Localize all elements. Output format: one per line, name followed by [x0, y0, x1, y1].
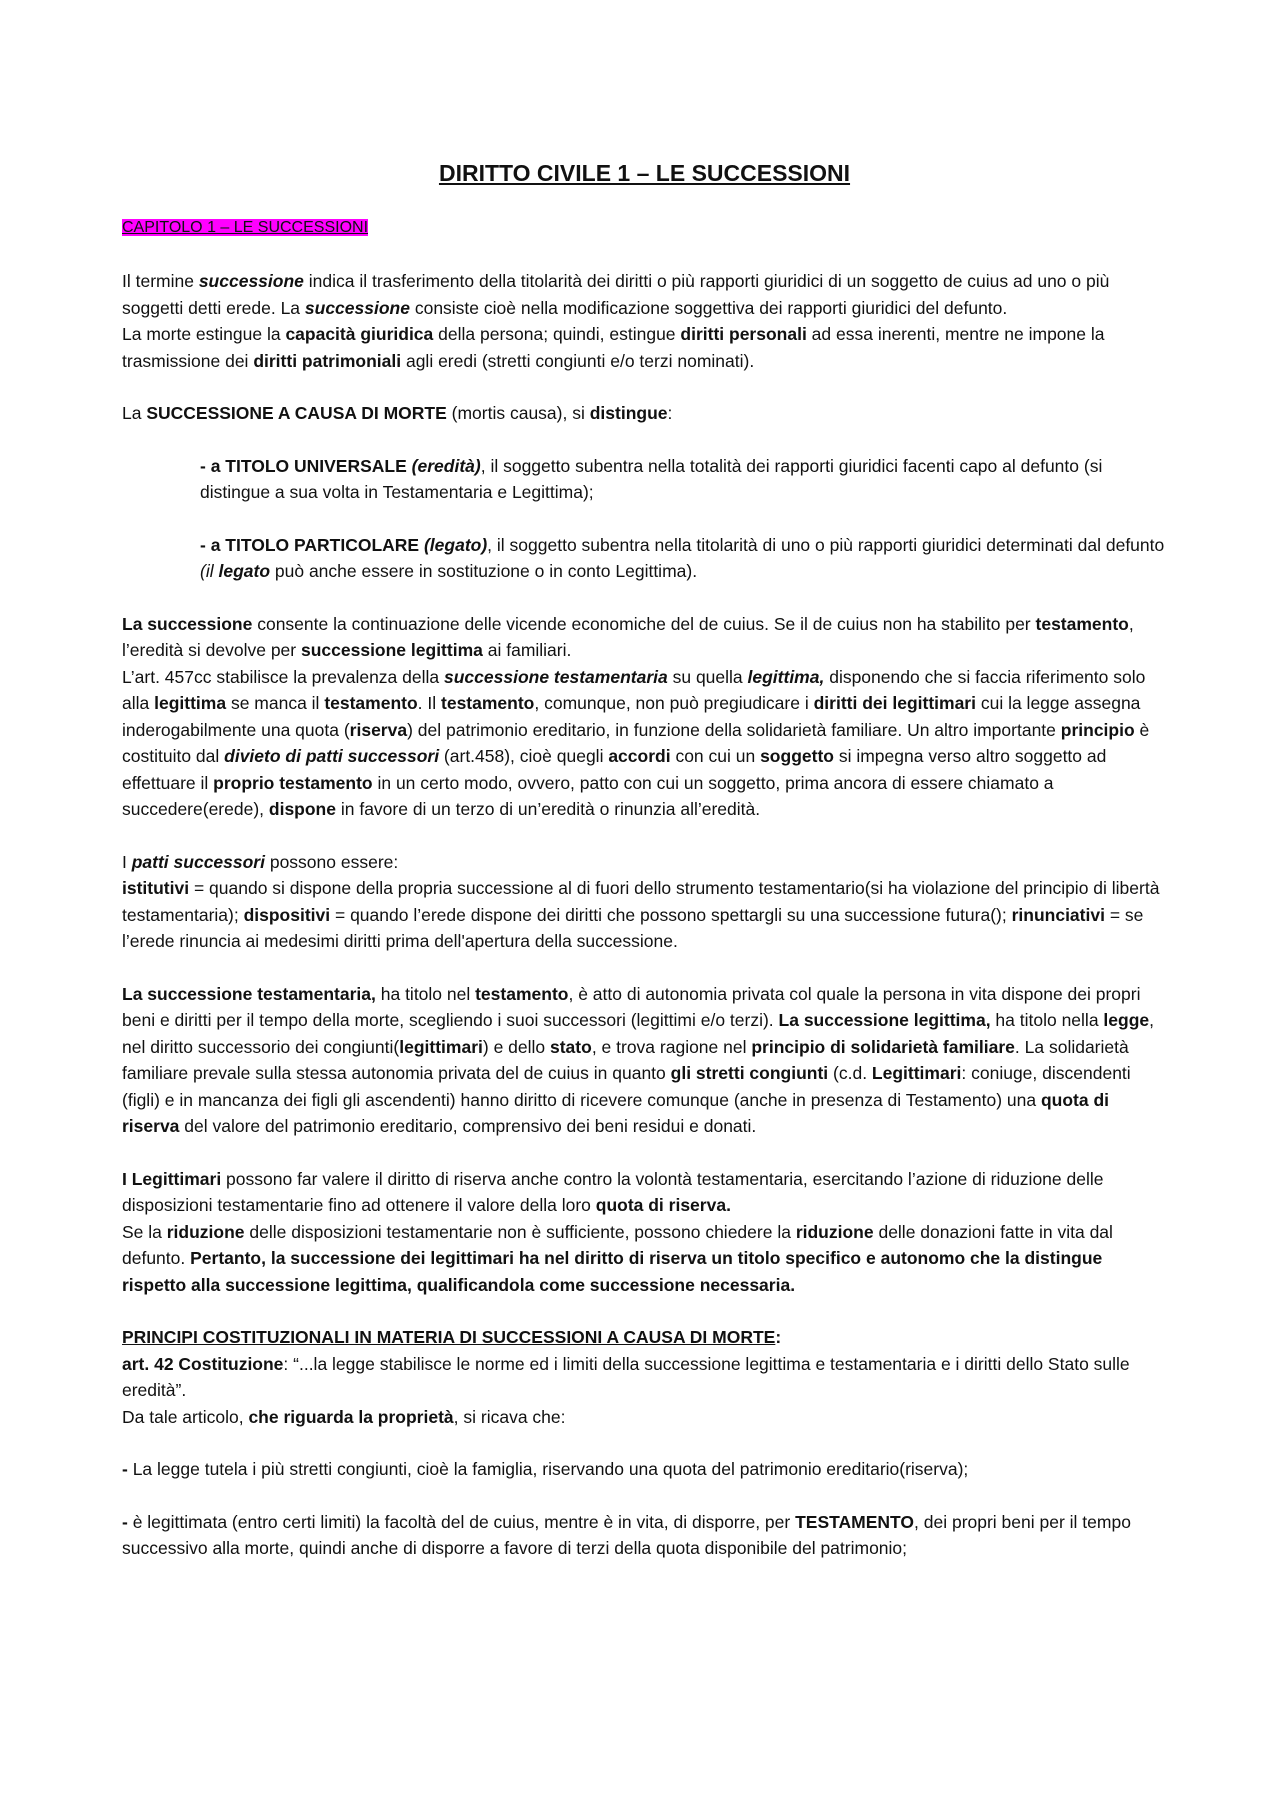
- text-run: (art.458), cioè quegli: [439, 746, 609, 766]
- text-run: (mortis causa), si: [446, 403, 590, 423]
- text-run: I Legittimari: [122, 1168, 222, 1189]
- text-run: testamento: [1035, 613, 1129, 634]
- list-item-titolo-universale: [200, 453, 1167, 506]
- text-run: La legge tutela i più stretti congiunti, cioè la famiglia, riservando una quota del patrimonio ereditario(riserva);: [132, 1459, 969, 1479]
- text-run: delle disposizioni testamentarie non è sufficiente, possono chiedere la: [244, 1221, 796, 1242]
- document-page: [122, 152, 1167, 1588]
- text-run: Pertanto, la successione dei legittimari ha nel diritto di riserva un titolo specifico e autonomo che la distingue rispetto alla successione legittima, qualificandola come successione necessaria.: [122, 1248, 1103, 1295]
- text-run: possono far valere il diritto di riserva anche contro la volontà testamentaria, esercitando l’azione di riduzione delle disposizioni testamentarie fino ad ottenere il valore della loro: [122, 1168, 1104, 1215]
- chapter-heading: [122, 214, 1167, 240]
- text-run: = quando l’erede dispone dei diritti che possono spettargli su una successione futura();: [330, 904, 1012, 925]
- text-run: , è atto di autonomia privata col quale la persona in vita dispone dei propri beni e diritti per il tempo della morte, scegliendo i suoi successori (legittimi e/o terzi).: [122, 983, 1141, 1030]
- text-run: La successione testamentaria,: [122, 983, 376, 1004]
- text-run: diritti patrimoniali: [253, 350, 402, 371]
- paragraph-tutela-famiglia: [122, 1456, 1167, 1483]
- text-run: del valore del patrimonio ereditario, comprensivo dei beni residui e donati.: [179, 1116, 757, 1136]
- text-run: . Il: [417, 693, 442, 713]
- text-run: su quella: [667, 666, 748, 687]
- text-run: in favore di un terzo di un’eredità o rinunzia all’eredità.: [335, 799, 761, 819]
- text-run: -: [122, 1511, 133, 1532]
- text-run: :: [667, 403, 673, 423]
- text-run: riduzione: [795, 1221, 874, 1242]
- text-run: ha titolo nella: [990, 1010, 1104, 1030]
- text-run: cui la legge assegna inderogabilmente una quota (: [122, 693, 1141, 740]
- text-run: , comunque, non può pregiudicare i: [534, 693, 814, 713]
- text-run: , nel diritto successorio dei congiunti(: [122, 1010, 1155, 1057]
- text-run: può anche essere in sostituzione o in conto Legittima).: [270, 561, 698, 581]
- text-run: diritti personali: [680, 324, 807, 344]
- text-run: (c.d.: [828, 1063, 872, 1083]
- text-run: art. 42 Costituzione: [122, 1353, 284, 1374]
- paragraph-mortis-causa: [122, 400, 1167, 427]
- text-run: , il soggetto subentra nella totalità dei rapporti giuridici facenti capo al defunto (si distingue a sua volta in Testamentaria e Legittima);: [200, 455, 1103, 502]
- text-run: legato: [218, 561, 271, 581]
- text-run: successione testamentaria: [444, 666, 668, 687]
- text-run: è legittimata (entro certi limiti) la facoltà del de cuius, mentre è in vita, di disporre, per: [132, 1511, 796, 1532]
- text-run: ) e dello: [482, 1036, 550, 1057]
- text-run: La: [122, 403, 147, 423]
- text-run: : coniuge, discendenti (figli) e in mancanza dei figli gli ascendenti) hanno diritto di ricevere comunque (anche in presenza di Testamento) una: [122, 1063, 1131, 1110]
- text-run: principio: [1060, 719, 1135, 740]
- text-run: ad essa inerenti, mentre ne impone la trasmissione dei: [122, 324, 1105, 371]
- text-run: successione: [304, 297, 410, 318]
- text-run: :: [775, 1327, 782, 1347]
- text-run: I: [122, 851, 132, 872]
- text-run: -: [122, 1459, 133, 1479]
- text-run: , e trova ragione nel: [591, 1036, 752, 1057]
- text-run: che riguarda la proprietà: [248, 1406, 454, 1427]
- text-run: PRINCIPI COSTITUZIONALI IN MATERIA DI SUCCESSIONI A CAUSA DI MORTE: [122, 1327, 776, 1347]
- text-run: diritti dei legittimari: [813, 693, 976, 713]
- text-run: Se la: [122, 1221, 167, 1242]
- text-run: testamento: [475, 983, 569, 1004]
- text-run: legge: [1103, 1010, 1150, 1030]
- text-run: = se l’erede rinuncia ai medesimi diritti prima dell'apertura della successione.: [122, 904, 1144, 951]
- list-item-titolo-particolare: [200, 532, 1167, 585]
- paragraph-definition: [122, 268, 1167, 374]
- text-run: se manca il: [226, 693, 325, 713]
- paragraph-legittimari: [122, 1166, 1167, 1299]
- text-run: ha titolo nel: [375, 983, 476, 1004]
- text-run: si impegna verso altro soggetto ad effettuare il: [122, 746, 1107, 793]
- paragraph-principi-costituzionali: [122, 1324, 1167, 1430]
- text-run: istitutivi: [122, 878, 190, 898]
- text-run: : “...la legge stabilisce le norme ed i limiti della successione legittima e testamentaria e i diritti dello Stato sulle eredità”.: [122, 1353, 1130, 1400]
- text-run: divieto di patti successori: [224, 746, 440, 766]
- text-run: , si ricava che:: [453, 1406, 566, 1427]
- text-run: distingue: [589, 403, 668, 423]
- document-title: DIRITTO CIVILE 1 – LE SUCCESSIONI: [438, 160, 851, 186]
- text-run: legittima: [154, 693, 227, 713]
- text-run: riduzione: [166, 1221, 245, 1242]
- text-run: (legato): [423, 534, 488, 555]
- text-run: successione: [198, 271, 304, 291]
- text-run: proprio testamento: [213, 772, 373, 793]
- text-run: La successione legittima,: [778, 1010, 991, 1030]
- text-run: Il termine: [122, 271, 199, 291]
- text-run: La morte estingue la: [122, 324, 286, 344]
- text-run: agli eredi (stretti congiunti e/o terzi nominati).: [401, 350, 755, 371]
- paragraph-patti-successori: [122, 849, 1167, 955]
- text-run: patti successori: [131, 851, 265, 872]
- text-run: , dei propri beni per il tempo successivo alla morte, quindi anche di disporre a favore di terzi della quota disponibile del patrimonio;: [122, 1511, 1131, 1558]
- text-run: testamento: [324, 693, 418, 713]
- text-run: dispositivi: [243, 904, 331, 925]
- text-run: consente la continuazione delle vicende economiche del de cuius. Se il de cuius non ha stabilito per: [252, 613, 1036, 634]
- text-run: a TITOLO PARTICOLARE: [210, 534, 420, 555]
- text-run: SUCCESSIONE A CAUSA DI MORTE: [146, 403, 447, 423]
- text-run: principio di solidarietà familiare: [751, 1036, 1015, 1057]
- text-run: legittimari: [399, 1036, 483, 1057]
- text-run: disponendo che si faccia riferimento solo alla: [122, 666, 1146, 713]
- text-run: dispone: [268, 799, 336, 819]
- text-run: della persona; quindi, estingue: [433, 324, 681, 344]
- text-run: a TITOLO UNIVERSALE: [210, 455, 407, 476]
- text-run: ) del patrimonio ereditario, in funzione della solidarietà familiare. Un altro importante: [407, 719, 1061, 740]
- text-run: legittima,: [747, 666, 825, 687]
- text-run: capacità giuridica: [285, 324, 434, 344]
- text-run: quota di riserva: [122, 1089, 1109, 1136]
- text-run: (eredità): [411, 455, 481, 476]
- text-run: = quando si dispone della propria successione al di fuori dello strumento testamentario(si ha violazione del principio di libertà testamentaria);: [122, 878, 1160, 925]
- text-run: in un certo modo, ovvero, patto con cui un soggetto, prima ancora di essere chiamato a succedere(erede),: [122, 772, 1054, 819]
- text-run: (il: [200, 561, 219, 581]
- chapter-heading-label: CAPITOLO 1 – LE SUCCESSIONI: [122, 219, 369, 236]
- text-run: -: [200, 534, 211, 555]
- text-run: L’art. 457cc stabilisce la prevalenza della: [122, 666, 444, 687]
- text-run: Da tale articolo,: [122, 1406, 249, 1427]
- text-run: -: [200, 455, 211, 476]
- text-run: è costituito dal: [122, 719, 1150, 766]
- text-run: soggetto: [760, 746, 834, 766]
- text-run: delle donazioni fatte in vita dal defunto.: [122, 1221, 1113, 1268]
- text-run: indica il trasferimento della titolarità dei diritti o più rapporti giuridici di un soggetto de cuius ad uno o più soggetti detti erede. La: [122, 271, 1110, 318]
- text-run: con cui un: [670, 746, 761, 766]
- text-run: quota di riserva.: [595, 1195, 731, 1215]
- text-run: riserva: [349, 719, 408, 740]
- text-run: rinunciativi: [1011, 904, 1105, 925]
- text-run: accordi: [608, 746, 671, 766]
- text-run: . La solidarietà familiare prevale sulla stessa autonomia privata del de cuius in quanto: [122, 1036, 1129, 1083]
- text-run: TESTAMENTO: [795, 1511, 915, 1532]
- paragraph-testamentaria-legittima: [122, 981, 1167, 1140]
- text-run: , l’eredità si devolve per: [122, 613, 1134, 660]
- text-run: successione legittima: [300, 640, 483, 660]
- text-run: gli stretti congiunti: [670, 1063, 829, 1083]
- text-run: consiste cioè nella modificazione soggettiva dei rapporti giuridici del defunto.: [409, 297, 1008, 318]
- text-run: possono essere:: [264, 851, 399, 872]
- paragraph-continuazione: [122, 611, 1167, 823]
- text-run: ai familiari.: [482, 640, 572, 660]
- text-run: , il soggetto subentra nella titolarità di uno o più rapporti giuridici determinati dal defunto: [487, 534, 1165, 555]
- text-run: testamento: [441, 693, 535, 713]
- paragraph-facolta-testamento: [122, 1509, 1167, 1562]
- text-run: Legittimari: [871, 1063, 962, 1083]
- text-run: stato: [550, 1036, 592, 1057]
- text-run: La successione: [122, 613, 253, 634]
